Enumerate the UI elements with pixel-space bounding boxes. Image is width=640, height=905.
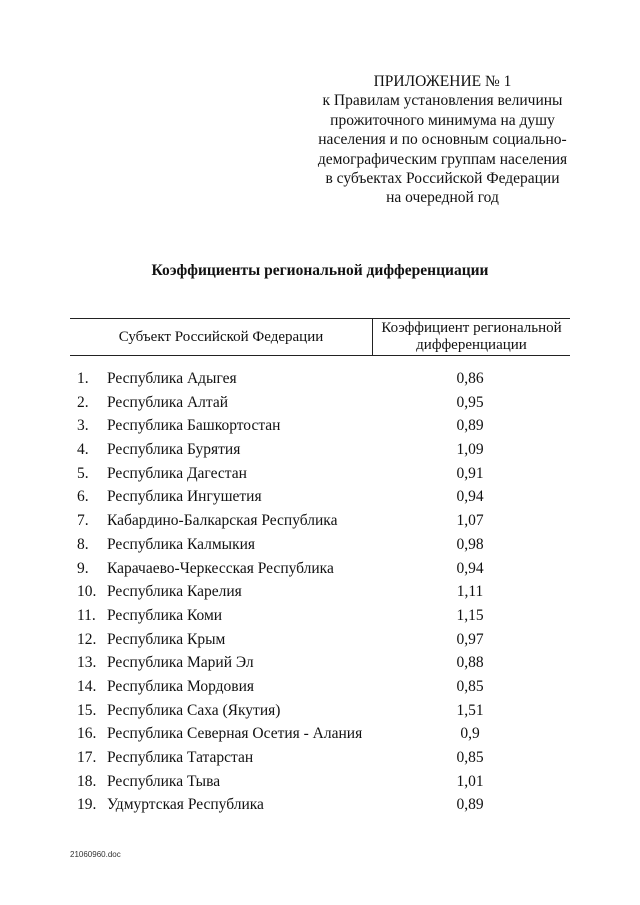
row-coefficient: 0,89 bbox=[456, 796, 484, 814]
row-subject: Республика Татарстан bbox=[107, 749, 254, 766]
annex-line: в субъектах Российской Федерации bbox=[325, 170, 560, 188]
row-coefficient: 0,91 bbox=[456, 464, 484, 482]
row-subject: Республика Дагестан bbox=[107, 464, 247, 482]
table-row bbox=[0, 465, 640, 489]
table-body bbox=[0, 370, 640, 820]
annex-line: к Правилам установления величины bbox=[322, 92, 563, 110]
row-subject: Кабардино-Балкарская Республика bbox=[107, 512, 338, 530]
row-number: 5. bbox=[77, 464, 89, 482]
row-coefficient: 0,95 bbox=[456, 393, 484, 411]
table-row bbox=[0, 441, 640, 465]
annex-line: на очередной год bbox=[386, 189, 499, 207]
row-coefficient: 0,86 bbox=[456, 370, 484, 387]
row-coefficient: 1,01 bbox=[456, 772, 484, 790]
table-row bbox=[0, 512, 640, 536]
annex-line: населения и по основным социально- bbox=[318, 131, 567, 149]
table-row bbox=[0, 773, 640, 797]
row-coefficient: 0,85 bbox=[456, 749, 484, 766]
row-coefficient: 1,09 bbox=[456, 441, 484, 459]
row-coefficient: 1,15 bbox=[456, 606, 484, 624]
row-coefficient: 0,94 bbox=[456, 559, 484, 577]
row-number: 13. bbox=[77, 654, 97, 672]
table-row bbox=[0, 417, 640, 441]
row-number: 7. bbox=[77, 512, 89, 530]
row-number: 6. bbox=[77, 488, 89, 506]
header-coefficient bbox=[373, 320, 570, 354]
row-subject: Республика Башкортостан bbox=[107, 417, 281, 435]
row-subject: Республика Адыгея bbox=[107, 370, 237, 387]
annex-line: прожиточного минимума на душу bbox=[330, 111, 555, 129]
row-subject: Республика Тыва bbox=[107, 772, 221, 790]
row-subject: Республика Алтай bbox=[107, 393, 229, 411]
file-name-footer: 21060960.doc bbox=[70, 850, 121, 859]
row-coefficient: 1,07 bbox=[456, 512, 484, 530]
table-row bbox=[0, 725, 640, 749]
table-row bbox=[0, 370, 640, 394]
annex-line: демографическим группам населения bbox=[317, 150, 568, 168]
row-number: 2. bbox=[77, 393, 89, 411]
row-number: 19. bbox=[77, 796, 97, 814]
row-coefficient: 0,85 bbox=[456, 677, 484, 695]
table-row bbox=[0, 654, 640, 678]
row-coefficient: 0,89 bbox=[456, 417, 484, 435]
row-coefficient: 0,88 bbox=[456, 654, 484, 672]
row-coefficient: 0,98 bbox=[456, 535, 484, 553]
row-subject: Республика Калмыкия bbox=[107, 535, 256, 553]
row-coefficient: 1,11 bbox=[456, 583, 484, 601]
row-number: 11. bbox=[77, 606, 96, 624]
row-coefficient: 0,9 bbox=[460, 725, 480, 743]
row-subject: Республика Карелия bbox=[107, 583, 242, 601]
table-row bbox=[0, 678, 640, 702]
table-row bbox=[0, 796, 640, 820]
row-subject: Республика Бурятия bbox=[107, 441, 241, 459]
row-number: 12. bbox=[77, 630, 97, 648]
row-subject: Республика Крым bbox=[107, 630, 226, 648]
table-row bbox=[0, 583, 640, 607]
row-number: 16. bbox=[77, 725, 97, 743]
row-number: 15. bbox=[77, 701, 97, 719]
annex-title: ПРИЛОЖЕНИЕ № 1 bbox=[373, 73, 512, 90]
table-row bbox=[0, 560, 640, 584]
row-subject: Республика Марий Эл bbox=[107, 654, 254, 672]
row-subject: Республика Коми bbox=[107, 606, 223, 624]
table-row bbox=[0, 607, 640, 631]
table-row bbox=[0, 631, 640, 655]
document-title: Коэффициенты региональной дифференциации bbox=[151, 262, 489, 279]
row-number: 17. bbox=[77, 749, 97, 766]
row-coefficient: 1,51 bbox=[456, 701, 484, 719]
table-row bbox=[0, 536, 640, 560]
row-subject: Республика Ингушетия bbox=[107, 488, 262, 506]
table-row bbox=[0, 702, 640, 726]
row-number: 3. bbox=[77, 417, 89, 435]
row-coefficient: 0,97 bbox=[456, 630, 484, 648]
row-number: 4. bbox=[77, 441, 89, 459]
table-header bbox=[70, 318, 570, 356]
row-subject: Удмуртская Республика bbox=[107, 796, 264, 814]
header-coefficient-line2: дифференциации bbox=[416, 337, 527, 353]
table-row bbox=[0, 394, 640, 418]
header-coefficient-line1: Коэффициент региональной bbox=[381, 320, 562, 336]
row-subject: Карачаево-Черкесская Республика bbox=[107, 559, 334, 577]
row-number: 18. bbox=[77, 772, 97, 790]
row-coefficient: 0,94 bbox=[456, 488, 484, 506]
row-number: 10. bbox=[77, 583, 97, 601]
row-number: 1. bbox=[77, 370, 89, 387]
annex-block bbox=[300, 72, 585, 208]
row-subject: Республика Мордовия bbox=[107, 677, 255, 695]
row-number: 9. bbox=[77, 559, 89, 577]
table-row bbox=[0, 488, 640, 512]
row-number: 8. bbox=[77, 535, 89, 553]
table-row bbox=[0, 749, 640, 773]
row-subject: Республика Саха (Якутия) bbox=[107, 701, 281, 719]
row-number: 14. bbox=[77, 677, 97, 695]
row-subject: Республика Северная Осетия - Алания bbox=[107, 725, 363, 743]
header-subject: Субъект Российской Федерации bbox=[118, 328, 324, 345]
